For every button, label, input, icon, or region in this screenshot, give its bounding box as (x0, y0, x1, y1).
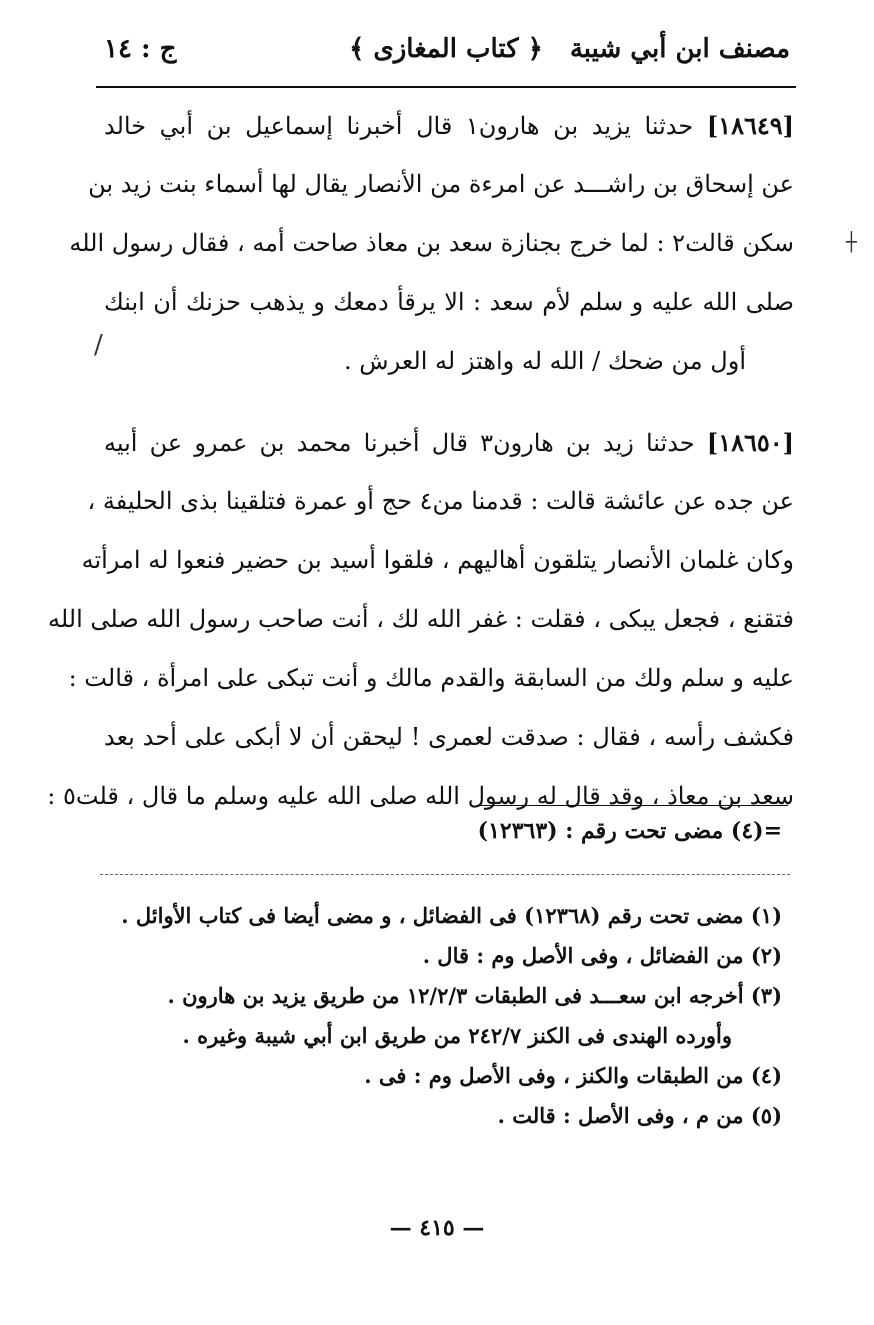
hadith-number: [١٨٦٥٠] (706, 428, 794, 457)
hadith-number: [١٨٦٤٩] (706, 111, 794, 140)
line-text: حدثنا زيد بن هارون٣ قال أخبرنا محمد بن عمرو عن أبيه (104, 429, 695, 457)
page-header (96, 28, 796, 76)
chapter-title: ﴿ كتاب المغازى ﴾ (349, 34, 543, 64)
text-line: أول من ضحك / الله له واهتز له العرش . (344, 347, 746, 375)
text-line: فتقنع ، فجعل يبكى ، فقلت : غفر الله لك ، أنت صاحب رسول الله صلى الله (47, 605, 794, 633)
text-line (104, 413, 794, 472)
volume-number: ج : ١٤ (104, 34, 177, 64)
footnote-5: (٥) من م ، وفى الأصل : قالت . (497, 1103, 782, 1128)
footnote-separator (100, 874, 790, 875)
text-line: عليه و سلم ولك من السابقة والقدم مالك و أنت تبكى على امرأة ، قالت : (68, 664, 794, 692)
margin-slash-mark: / (94, 330, 103, 360)
text-line: عن جده عن عائشة قالت : قدمنا من٤ حج أو عمرة فتلقينا بذى الحليفة ، (87, 487, 794, 515)
main-text (47, 96, 794, 826)
text-line: سكن قالت٢ : لما خرج بجنازة سعد بن معاذ صاحت أمه ، فقال رسول الله (69, 229, 794, 257)
text-line: سعد بن معاذ ، وقد قال له رسول الله صلى الله عليه وسلم ما قال ، قلت٥ : (47, 782, 794, 810)
text-line: صلى الله عليه و سلم لأم سعد : الا يرقأ دمعك و يذهب حزنك أن ابنك (104, 288, 794, 316)
page-number: — ٤١٥ — (389, 1215, 485, 1241)
footnote-1: (١) مضى تحت رقم (١٢٣٦٨) فى الفضائل ، و مضى أيضا فى كتاب الأوائل . (121, 903, 782, 928)
footnote-rule (478, 805, 788, 806)
header-rule (96, 86, 796, 88)
text-line: عن إسحاق بن راشـــد عن امرءة من الأنصار يقال لها أسماء بنت زيد بن (88, 170, 794, 198)
text-line: وكان غلمان الأنصار يتلقون أهاليهم ، فلقوا أسيد بن حضير فنعوا له امرأته (81, 546, 794, 574)
footnote-2: (٢) من الفضائل ، وفى الأصل وم : قال . (422, 943, 782, 968)
continued-footnote: =(٤) مضى تحت رقم : (١٢٣٦٣) (477, 818, 782, 844)
book-title: مصنف ابن أبي شيبة (569, 34, 790, 64)
footnotes (82, 896, 782, 1136)
footnote-4: (٤) من الطبقات والكنز ، وفى الأصل وم : فى . (364, 1063, 782, 1088)
margin-cross-mark: ┼ (846, 232, 857, 253)
footnote-3-continued: وأورده الهندى فى الكنز ٢٤٢/٧ من طريق ابن أبي شيبة وغيره . (182, 1023, 732, 1048)
text-line (104, 96, 794, 155)
text-line: فكشف رأسه ، فقال : صدقت لعمرى ! ليحقن أن لا أبكى على أحد بعد (104, 723, 794, 751)
footnote-3: (٣) أخرجه ابن سعـــد فى الطبقات ١٢/٢/٣ من طريق يزيد بن هارون . (167, 983, 782, 1008)
line-text: حدثنا يزيد بن هارون١ قال أخبرنا إسماعيل بن أبي خالد (104, 112, 694, 140)
